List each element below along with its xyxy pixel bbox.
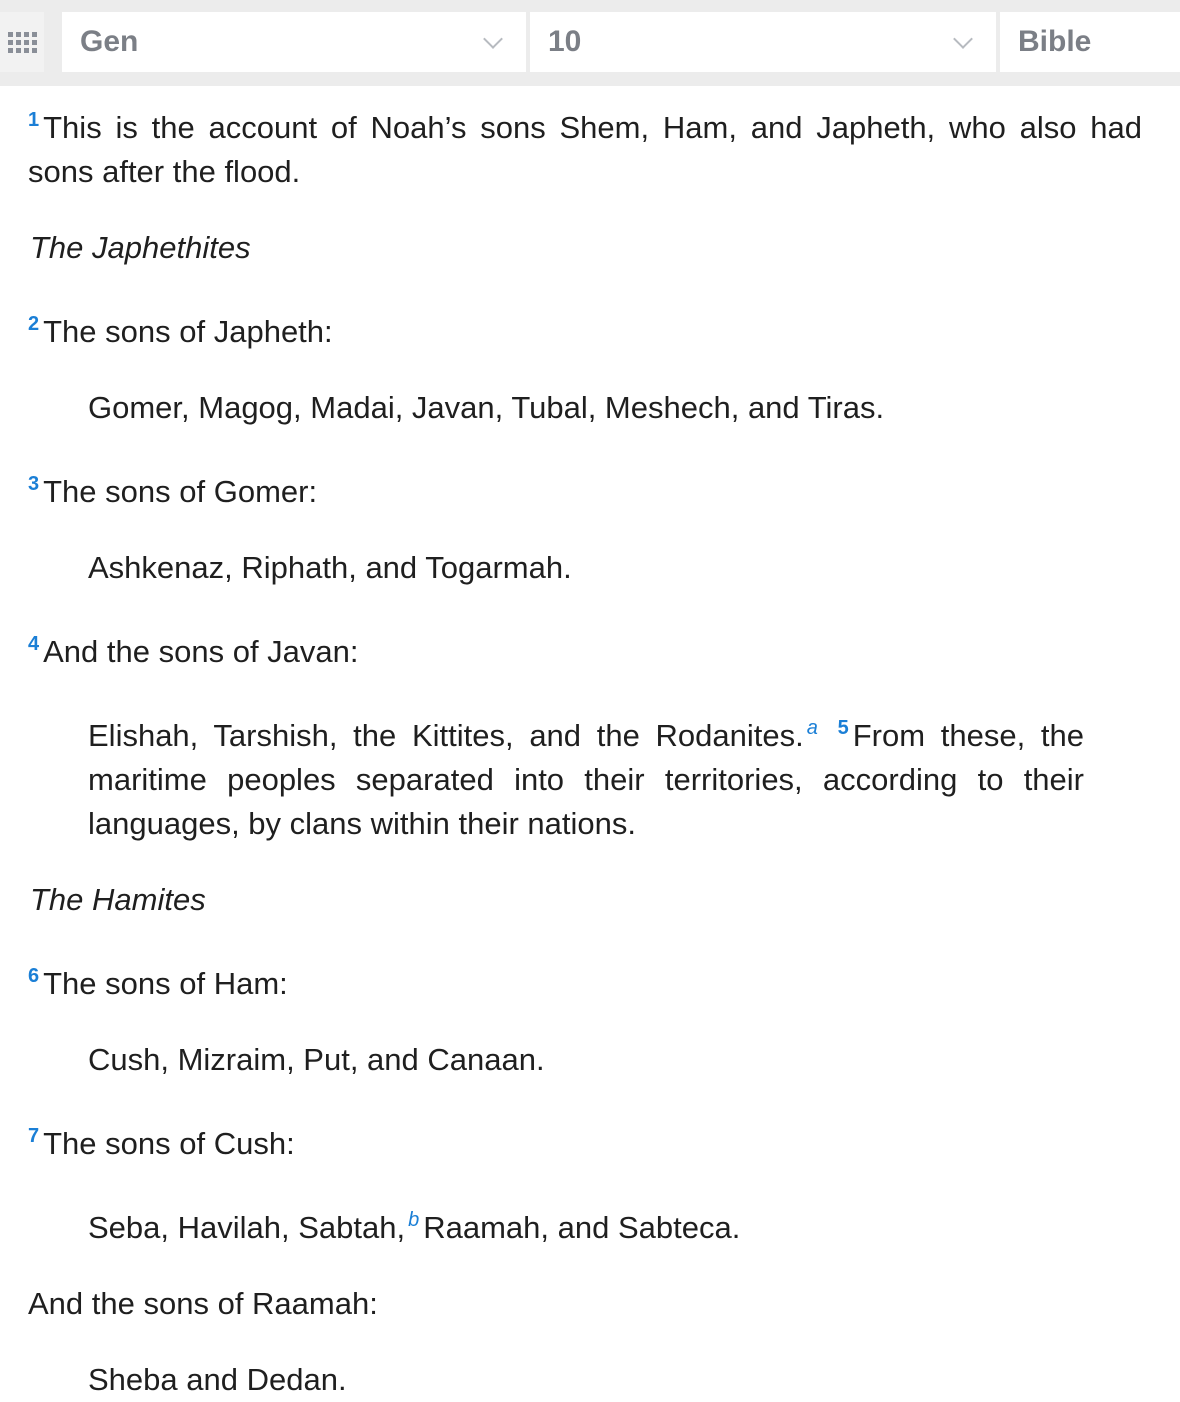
verse-text: The sons of Cush:: [43, 1126, 295, 1161]
chevron-down-icon: [483, 29, 503, 49]
verse-number[interactable]: 5: [837, 717, 849, 739]
verse-number[interactable]: 2: [28, 313, 40, 335]
verse-text: This is the account of Noah’s sons Shem, Ham, and Japheth, who also had sons after the flood.: [28, 110, 1142, 189]
verse-text: The sons of Ham:: [43, 966, 288, 1001]
verse-4-5-list: [0, 706, 1180, 846]
verse-6: [0, 954, 1180, 1006]
verse-number[interactable]: 6: [28, 965, 40, 987]
verse-number[interactable]: 4: [28, 633, 40, 655]
version-selector[interactable]: [1000, 12, 1180, 72]
verse-text: Seba, Havilah, Sabtah,: [88, 1210, 406, 1245]
verse-text: The sons of Japheth:: [43, 314, 333, 349]
verse-text: Elishah, Tarshish, the Kittites, and the Rodanites.: [88, 718, 804, 753]
footnote-b-link[interactable]: b: [408, 1209, 420, 1231]
section-heading: The Japhethites: [30, 230, 251, 265]
verse-2: [0, 302, 1180, 354]
verse-number[interactable]: 7: [28, 1125, 40, 1147]
book-label: Gen: [80, 25, 139, 58]
chevron-down-icon: [953, 29, 973, 49]
verse-3: [0, 462, 1180, 514]
verse-7-list: [0, 1198, 1180, 1250]
book-selector[interactable]: [62, 12, 526, 72]
menu-button[interactable]: [0, 12, 44, 72]
navigation-toolbar: [0, 12, 1180, 86]
chapter-selector[interactable]: [530, 12, 996, 72]
verse-text: Raamah, and Sabteca.: [423, 1210, 741, 1245]
grid-menu-icon: [8, 32, 37, 53]
chapter-label: 10: [548, 25, 582, 58]
verse-text: The sons of Gomer:: [43, 474, 318, 509]
version-label: Bible: [1018, 25, 1092, 58]
toolbar-separator: [44, 12, 62, 72]
verse-1: [0, 98, 1180, 194]
footnote-a-link[interactable]: a: [806, 717, 818, 739]
verse-4: [0, 622, 1180, 674]
verse-3-list: Ashkenaz, Riphath, and Togarmah.: [88, 550, 572, 585]
verse-text: From these, the maritime peoples separated into their territories, according to their languages, by clans within their nations.: [88, 718, 1084, 841]
verse-number[interactable]: 1: [28, 109, 40, 131]
top-strip: [0, 0, 1180, 12]
passage-content: [0, 86, 1180, 1402]
verse-text: And the sons of Javan:: [43, 634, 359, 669]
verse-7: [0, 1114, 1180, 1166]
verse-7-continued: And the sons of Raamah:: [28, 1286, 378, 1321]
verse-7-list-2: Sheba and Dedan.: [88, 1362, 347, 1397]
section-heading: The Hamites: [30, 882, 206, 917]
verse-6-list: Cush, Mizraim, Put, and Canaan.: [88, 1042, 545, 1077]
verse-number[interactable]: 3: [28, 473, 40, 495]
verse-2-list: Gomer, Magog, Madai, Javan, Tubal, Meshech, and Tiras.: [88, 390, 885, 425]
